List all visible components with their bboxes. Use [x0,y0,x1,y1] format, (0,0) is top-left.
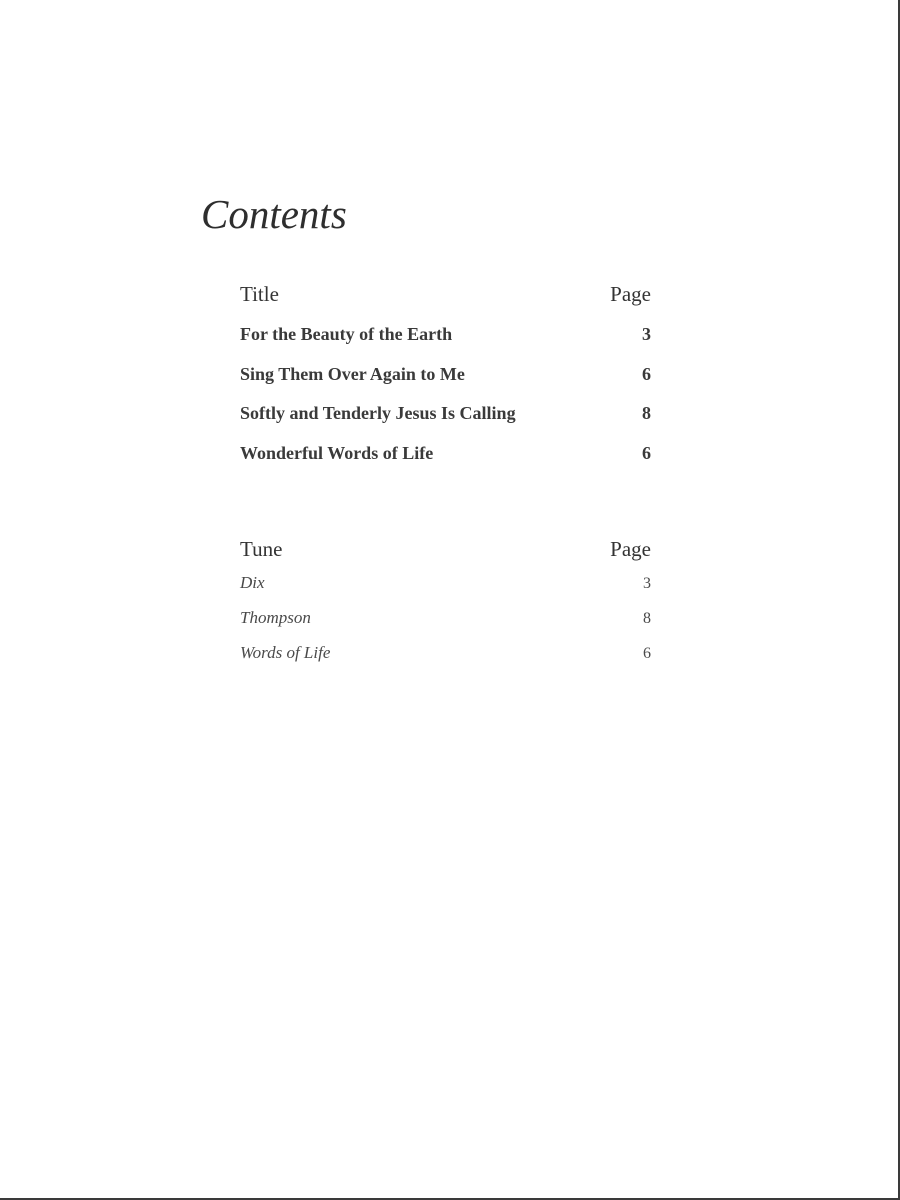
title-column-header: Title [240,282,279,306]
tune-entry-page: 3 [643,575,651,592]
toc-entry[interactable] [240,320,651,360]
toc-entry[interactable] [240,439,651,479]
tune-entry-title: Dix [240,573,265,592]
toc-entry-page: 6 [642,442,651,463]
toc-entry-title: Wonderful Words of Life [240,442,434,463]
tune-index-header [240,535,651,563]
tune-entry-page: 6 [643,645,651,662]
page-column-header: Page [610,282,651,306]
toc-entry[interactable] [240,360,651,400]
tune-entry[interactable] [240,640,651,675]
tune-entry[interactable] [240,605,651,640]
tune-entry-page: 8 [643,610,651,627]
tune-entry-title: Thompson [240,608,311,627]
tune-column-header: Tune [240,537,283,561]
toc-entry-title: Sing Them Over Again to Me [240,363,465,384]
title-index [240,280,651,478]
toc-entry-title: Softly and Tenderly Jesus Is Calling [240,403,516,423]
tune-entry-title: Words of Life [240,643,331,662]
page-column-header: Page [610,537,651,561]
toc-entry-page: 8 [642,403,651,423]
title-index-header [240,280,651,308]
tune-index [240,535,651,675]
toc-entry[interactable] [240,399,651,439]
toc-entry-page: 6 [642,363,651,384]
tune-entry[interactable] [240,570,651,605]
toc-entry-title: For the Beauty of the Earth [240,324,453,344]
toc-entry-page: 3 [642,324,651,344]
page-title: Contents [201,191,347,237]
